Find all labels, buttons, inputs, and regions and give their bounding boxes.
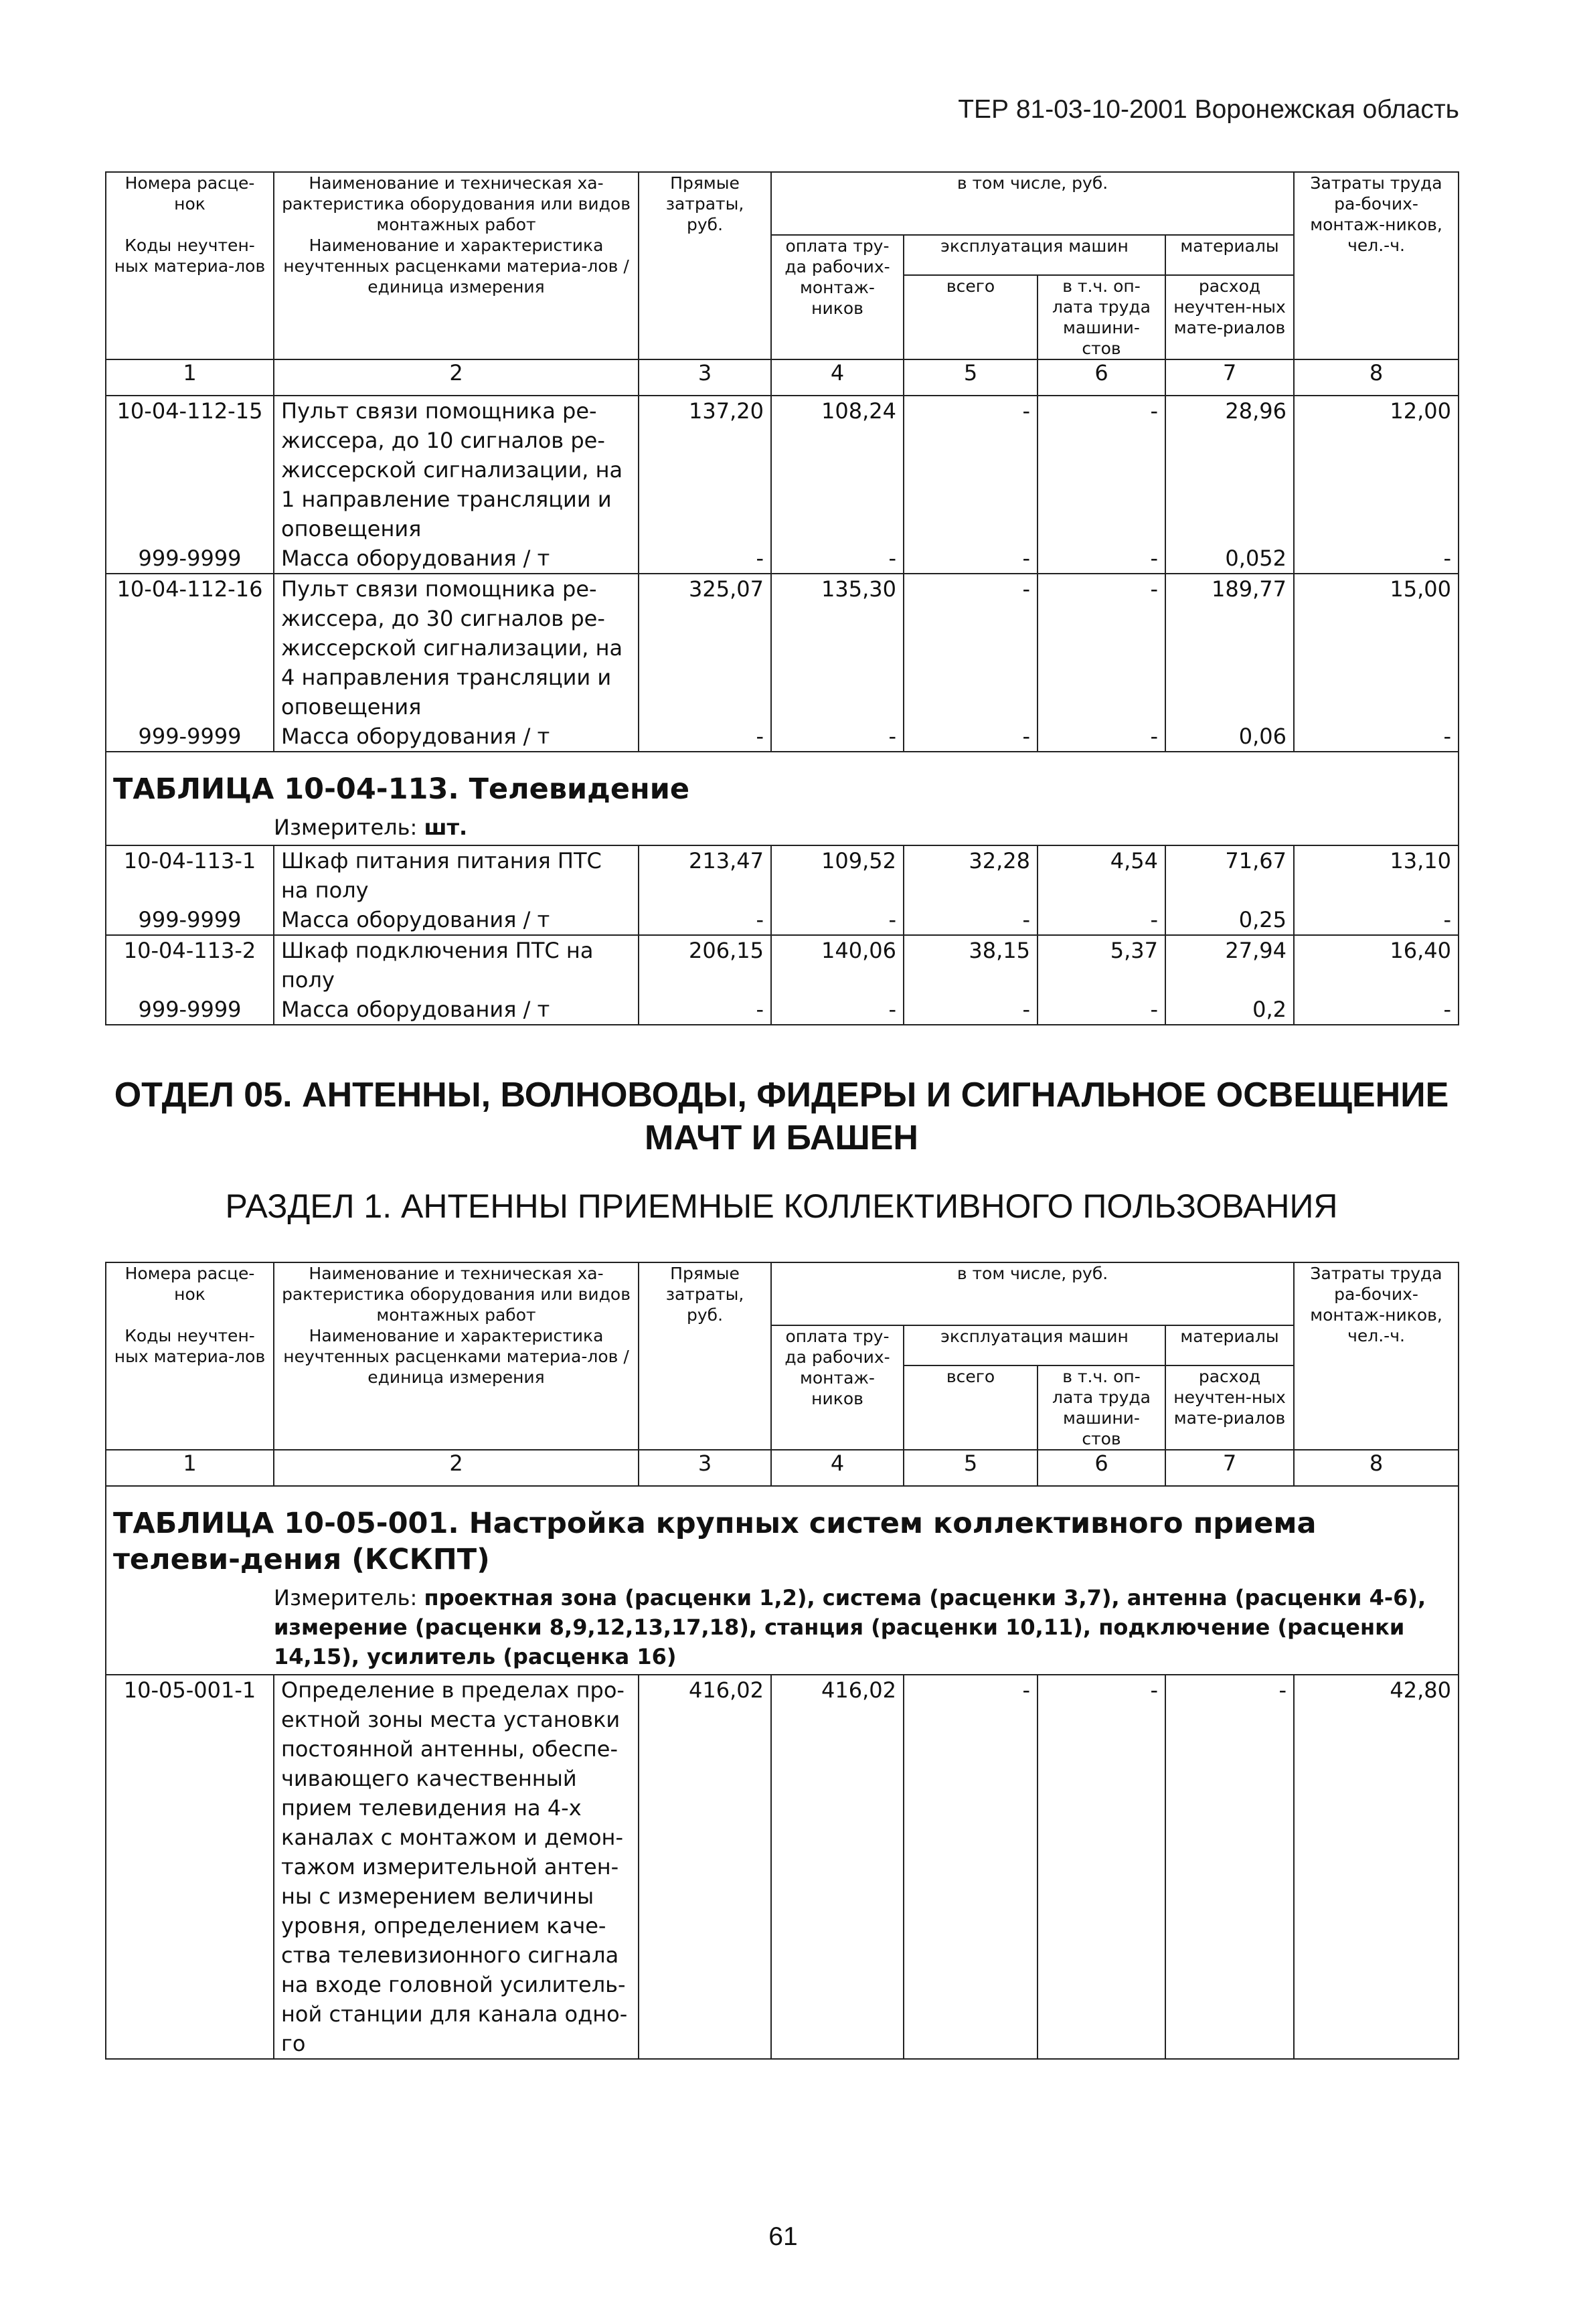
section-title: ОТДЕЛ 05. АНТЕННЫ, ВОЛНОВОДЫ, ФИДЕРЫ И СИГНАЛЬНОЕ ОСВЕЩЕНИЕ МАЧТ И БАШЕН	[114, 1076, 1449, 1157]
header-including: в том числе, руб.	[771, 172, 1294, 235]
table-meter-row	[106, 1580, 1459, 1675]
header-machines: эксплуатация машин	[904, 235, 1165, 275]
header-material-codes: Коды неучтен-ных материа-лов	[106, 1325, 274, 1450]
table-subrow: 999-9999 Масса оборудования / т - - - - 0,052 -	[106, 544, 1459, 574]
table-row: 10-04-112-16 Пульт связи помощника ре-жиссера, до 30 сигналов ре-жиссерской сигнализации, на 4 направления трансляции и оповещения 325,07 135,30 - - 189,77 15,00	[106, 574, 1459, 722]
header-material-codes: Коды неучтен-ных материа-лов	[106, 235, 274, 359]
header-material-consumption: расход неучтен-ных мате-риалов	[1165, 1365, 1294, 1450]
rates-table-1	[105, 171, 1459, 1025]
header-rate-number: Номера расце-нок	[106, 172, 274, 235]
header-machines: эксплуатация машин	[904, 1325, 1165, 1365]
column-numbers-row: 1 2 3 4 5 6 7 8	[106, 359, 1459, 396]
rates-table-2	[105, 1262, 1459, 2060]
header-including: в том числе, руб.	[771, 1262, 1294, 1325]
header-material-names: Наименование и характеристика неучтенных расценками материа-лов / единица измерения	[274, 1325, 639, 1450]
table-subrow: 999-9999 Масса оборудования / т - - - - 0,06 -	[106, 722, 1459, 752]
header-material-names: Наименование и характеристика неучтенных расценками материа-лов / единица измерения	[274, 235, 639, 359]
header-rate-number: Номера расце-нок	[106, 1262, 274, 1325]
table-title-row	[106, 752, 1459, 810]
header-machinist-pay: в т.ч. оп-лата труда машини-стов	[1038, 1365, 1165, 1450]
header-materials: материалы	[1165, 235, 1294, 275]
header-direct-costs: Прямые затраты, руб.	[639, 1262, 771, 1450]
table-row: 10-04-113-1 Шкаф питания питания ПТС на полу 213,47 109,52 32,28 4,54 71,67 13,10	[106, 845, 1459, 905]
header-labor-costs: Затраты труда ра-бочих-монтаж-ников, чел.-ч.	[1294, 172, 1459, 359]
table-row: 10-04-113-2 Шкаф подключения ПТС на полу 206,15 140,06 38,15 5,37 27,94 16,40	[106, 935, 1459, 995]
header-materials: материалы	[1165, 1325, 1294, 1365]
header-labor-pay: оплата тру-да рабочих-монтаж-ников	[771, 235, 904, 359]
header-machinist-pay: в т.ч. оп-лата труда машини-стов	[1038, 275, 1165, 359]
header-machines-total: всего	[904, 1365, 1038, 1450]
table-05-001-meter: Измеритель: проектная зона (расценки 1,2), система (расценки 3,7), антенна (расценки 4-6), измерение (расценки 8,9,12,13,17,18), станция (расценки 10,11), подключение (расценки 14,15), усилитель (расценка 16)	[106, 1580, 1459, 1675]
table-113-meter: Измеритель: шт.	[106, 810, 1459, 845]
table-113-title: ТАБЛИЦА 10-04-113. Телевидение	[106, 752, 1459, 810]
header-work-name: Наименование и техническая ха-рактеристика оборудования или видов монтажных работ	[274, 1262, 639, 1325]
header-labor-pay: оплата тру-да рабочих-монтаж-ников	[771, 1325, 904, 1450]
header-labor-costs: Затраты труда ра-бочих-монтаж-ников, чел.-ч.	[1294, 1262, 1459, 1450]
table-meter-row	[106, 810, 1459, 845]
header-direct-costs: Прямые затраты, руб.	[639, 172, 771, 359]
column-numbers-row: 1 2 3 4 5 6 7 8	[106, 1450, 1459, 1486]
table-05-001-title: ТАБЛИЦА 10-05-001. Настройка крупных систем коллективного приема телеви-дения (КСКПТ)	[106, 1486, 1459, 1580]
header-machines-total: всего	[904, 275, 1038, 359]
table-row: 10-05-001-1 Определение в пределах про-ектной зоны места установки постоянной антенны, обеспе-чивающего качественный прием телевидения на 4-х каналах с монтажом и демон-тажом измерительной антен-ны с измерением величины уровня, определением каче-ства телевизионного сигнала на входе головной усилитель-ной станции для канала одно-го 416,02 416,02 - - - 42,80	[106, 1675, 1459, 2059]
header-material-consumption: расход неучтен-ных мате-риалов	[1165, 275, 1294, 359]
table-subrow: 999-9999 Масса оборудования / т - - - - 0,25 -	[106, 905, 1459, 935]
table-row: 10-04-112-15 Пульт связи помощника ре-жиссера, до 10 сигналов ре-жиссерской сигнализации, на 1 направление трансляции и оповещения 137,20 108,24 - - 28,96 12,00	[106, 396, 1459, 544]
table-subrow: 999-9999 Масса оборудования / т - - - - 0,2 -	[106, 995, 1459, 1025]
table-title-row	[106, 1486, 1459, 1580]
page-number: 61	[768, 2222, 798, 2251]
header-work-name: Наименование и техническая ха-рактеристика оборудования или видов монтажных работ	[274, 172, 639, 235]
subsection-title: РАЗДЕЛ 1. АНТЕННЫ ПРИЕМНЫЕ КОЛЛЕКТИВНОГО ПОЛЬЗОВАНИЯ	[225, 1187, 1338, 1225]
running-head: ТЕР 81-03-10-2001 Воронежская область	[958, 95, 1459, 124]
